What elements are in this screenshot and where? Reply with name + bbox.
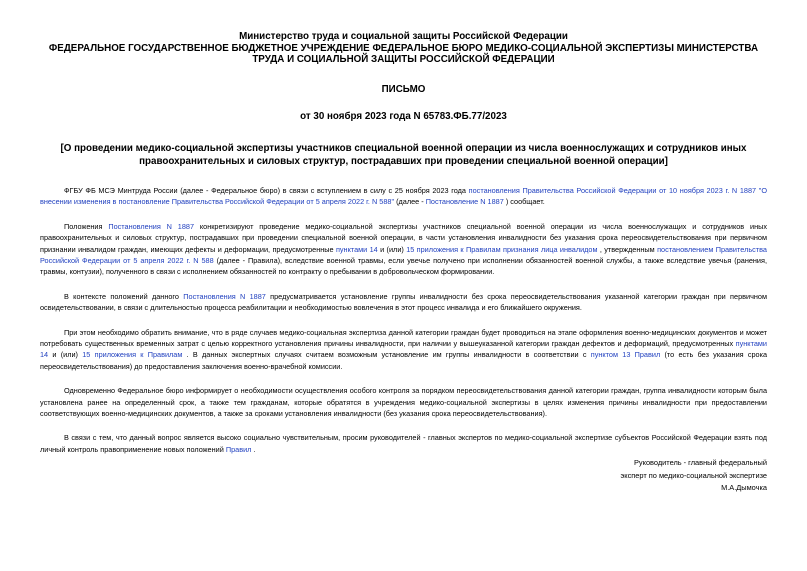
document-header <box>40 0 767 168</box>
link-resolution-1887-full[interactable]: постановления Правительства Российской Федерации от 10 ноября 2023 г. N 1887 "О внесении изменения в постановление Правительства Российской Федерации от 5 апреля 2022 г. N 588" <box>40 185 768 207</box>
text-fragment: Положения <box>64 221 109 231</box>
text-fragment: ФГБУ ФБ МСЭ Минтруда России (далее - Федеральное бюро) в связи с вступлением в силу с 25 ноября 2023 года <box>64 185 466 195</box>
link-items-14[interactable]: пунктами 14 <box>335 244 378 254</box>
link-resolution-1887[interactable]: Постановления N 1887 <box>183 291 266 301</box>
text-fragment: Одновременно Федеральное бюро информирует о необходимости осуществления особого контроля за порядком переосвидетельствования данной категории граждан, группа инвалидности которым была установлена ранее на определенный срок, а также тем гражданам, которые обратятся в учреждения медико-социальной экспертизы в целях изменения причины инвалидности при предоставлении соответствующих военно-медицинских документов, а также за сроками установления инвалидности (без указания срока переосвидетельствования). <box>40 386 767 419</box>
text-fragment: В связи с тем, что данный вопрос является высоко социально чувствительным, просим руководителей - главных экспертов по медико-социальной экспертизе субъектов Российской Федерации взять под личный контроль правоприменение новых положений <box>40 433 767 454</box>
text-fragment: и (или) <box>52 350 83 360</box>
link-resolution-588[interactable]: постановлением Правительства Российской Федерации от 5 апреля 2022 г. N 588 <box>40 244 767 265</box>
institution-name: ФЕДЕРАЛЬНОЕ ГОСУДАРСТВЕННОЕ БЮДЖЕТНОЕ УЧРЕЖДЕНИЕ ФЕДЕРАЛЬНОЕ БЮРО МЕДИКО-СОЦИАЛЬНОЙ ЭКСПЕРТИЗЫ МИНИСТЕРСТВА ТРУДА И СОЦИАЛЬНОЙ ЗАЩИТЫ РОССИЙСКОЙ ФЕДЕРАЦИИ <box>48 42 759 66</box>
text-fragment: . <box>253 444 256 454</box>
link-appendix-15[interactable]: 15 приложения к Правилам <box>82 350 183 360</box>
paragraph-4 <box>40 327 767 373</box>
text-fragment: (далее - Правила), вследствие военной травмы, если увечье получено при исполнении обязанностей военной службы, а также вследствие увечья (ранения, травмы, контузии), полученного в связи с исполнением обязанностей по контракту о пребывании в добровольческом формировании. <box>40 256 767 277</box>
document-topic: [О проведении медико-социальной экспертизы участников специальной военной операции из числа военнослужащих и сотрудников иных правоохранительных и силовых структур, пострадавших при проведении специальной военной операции] <box>60 142 747 167</box>
text-fragment: предусматривается установление группы инвалидности без срока переосвидетельствования указанной категории граждан при первичном освидетельствовании, в связи с длительностью процесса реабилитации и необходимостью вовлечения в этот процесс инвалида и его ближайшего окружения. <box>40 291 767 313</box>
paragraph-2 <box>40 221 767 278</box>
document-body <box>40 185 767 455</box>
text-fragment: (далее - <box>396 197 426 207</box>
link-items-14[interactable]: пунктами 14 <box>40 339 767 360</box>
paragraph-3 <box>40 291 767 314</box>
link-resolution-1887[interactable]: Постановление N 1887 <box>425 197 504 207</box>
text-fragment: При этом необходимо обратить внимание, что в ряде случаев медико-социальная экспертиза данной категории граждан будет проводиться на этапе оформления военно-медицинских документов и может потребовать существенных временных затрат с целью корректного установления причины инвалидности, при наличии у вышеуказанной категории граждан дефектов и деформаций, предусмотренных <box>40 327 767 349</box>
paragraph-6 <box>40 432 767 455</box>
signature-block <box>621 457 767 495</box>
text-fragment: конкретизируют проведение медико-социальной экспертизы участников специальной военной операции из числа военнослужащих и сотрудников иных правоохранительных и силовых структур, пострадавших при проведении специальной военной операции, в части установления инвалидности без указания срока переосвидетельствования при первичном признании инвалидом граждан, имеющих дефекты и деформации, предусмотренные <box>40 221 768 254</box>
signatory-name: М.А.Дымочка <box>721 483 767 493</box>
link-item-13-rules[interactable]: пунктом 13 Правил <box>590 350 661 360</box>
paragraph-1 <box>40 185 767 208</box>
signatory-title-line-2: эксперт по медико-социальной экспертизе <box>620 470 767 480</box>
text-fragment: и (или) <box>380 244 407 254</box>
link-resolution-1887[interactable]: Постановления N 1887 <box>108 221 194 231</box>
document-date-number: от 30 ноября 2023 года N 65783.ФБ.77/2023 <box>300 111 507 123</box>
link-rules[interactable]: Правил <box>225 444 252 454</box>
text-fragment: В контексте положений данного <box>64 291 184 301</box>
text-fragment: , утвержденным <box>599 244 658 254</box>
text-fragment: (то есть без указания срока переосвидетельствования) до предоставления заключения военно-врачебной комиссии. <box>40 350 768 371</box>
signatory-title-line-1: Руководитель - главный федеральный <box>634 458 767 467</box>
text-fragment: ) сообщает. <box>505 197 545 207</box>
ministry-name: Министерство труда и социальной защиты Российской Федерации <box>239 31 568 42</box>
link-appendix-15-rules[interactable]: 15 приложения к Правилам признания лица инвалидом <box>406 244 598 254</box>
paragraph-5 <box>40 385 767 419</box>
text-fragment: . В данных экспертных случаях считаем возможным установление им группы инвалидности в соответствии с <box>186 350 591 360</box>
document-type: ПИСЬМО <box>381 83 426 95</box>
